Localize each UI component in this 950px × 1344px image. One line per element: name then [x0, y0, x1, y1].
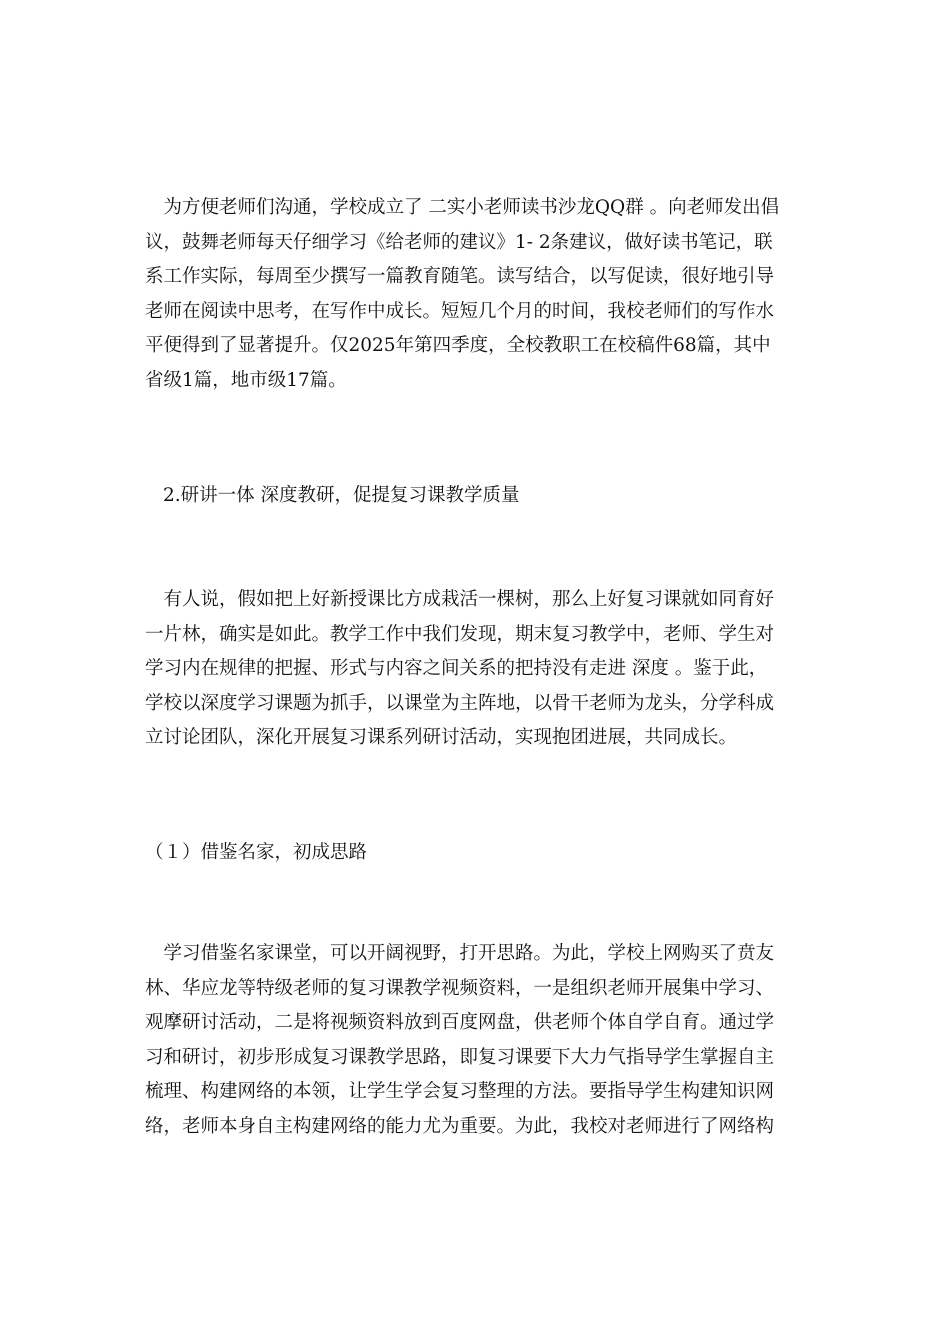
paragraph-line: 有人说，假如把上好新授课比方成栽活一棵树，那么上好复习课就如同育好 [145, 589, 775, 610]
section-heading: 2.研讲一体 深度教研，促提复习课教学质量 [163, 485, 520, 506]
paragraph-line: 络，老师本身自主构建网络的能力尤为重要。为此，我校对老师进行了网络构 [145, 1115, 775, 1137]
paragraph-line: 立讨论团队，深化开展复习课系列研讨活动，实现抱团进展，共同成长。 [145, 727, 738, 748]
paragraph-review-lessons [145, 583, 805, 756]
paragraph-reading-salon [145, 191, 805, 398]
paragraph-line: 习和研讨，初步形成复习课教学思路，即复习课要下大力气指导学生掌握自主 [145, 1046, 775, 1068]
paragraph-learn-from-masters [145, 937, 805, 1144]
paragraph-line: 林、华应龙等特级老师的复习课教学视频资料，一是组织老师开展集中学习、 [145, 977, 775, 999]
subsection-heading: （１）借鉴名家，初成思路 [145, 842, 368, 863]
paragraph-line: 一片林，确实是如此。教学工作中我们发现，期末复习教学中，老师、学生对 [145, 623, 775, 645]
paragraph-line: 为方便老师们沟通，学校成立了 二实小老师读书沙龙QQ群 。向老师发出倡 [145, 197, 780, 218]
paragraph-line: 梳理、构建网络的本领，让学生学会复习整理的方法。要指导学生构建知识网 [145, 1081, 775, 1102]
paragraph-line: 学习借鉴名家课堂，可以开阔视野，打开思路。为此，学校上网购买了贲友 [145, 943, 775, 964]
paragraph-line: 省级1篇，地市级17篇。 [145, 369, 347, 391]
paragraph-line: 议，鼓舞老师每天仔细学习《给老师的建议》1- 2条建议，做好读书笔记，联 [145, 231, 773, 253]
paragraph-line: 学习内在规律的把握、形式与内容之间关系的把持没有走进 深度 。鉴于此， [145, 658, 768, 679]
paragraph-line: 系工作实际，每周至少撰写一篇教育随笔。读写结合，以写促读，很好地引导 [145, 266, 775, 287]
paragraph-line: 平便得到了显著提升。仅2025年第四季度，全校教职工在校稿件68篇，其中 [145, 335, 771, 356]
paragraph-line: 学校以深度学习课题为抓手，以课堂为主阵地，以骨干老师为龙头，分学科成 [145, 692, 775, 714]
paragraph-line: 老师在阅读中思考，在写作中成长。短短几个月的时间，我校老师们的写作水 [145, 300, 775, 322]
paragraph-line: 观摩研讨活动，二是将视频资料放到百度网盘，供老师个体自学自育。通过学 [145, 1012, 775, 1033]
